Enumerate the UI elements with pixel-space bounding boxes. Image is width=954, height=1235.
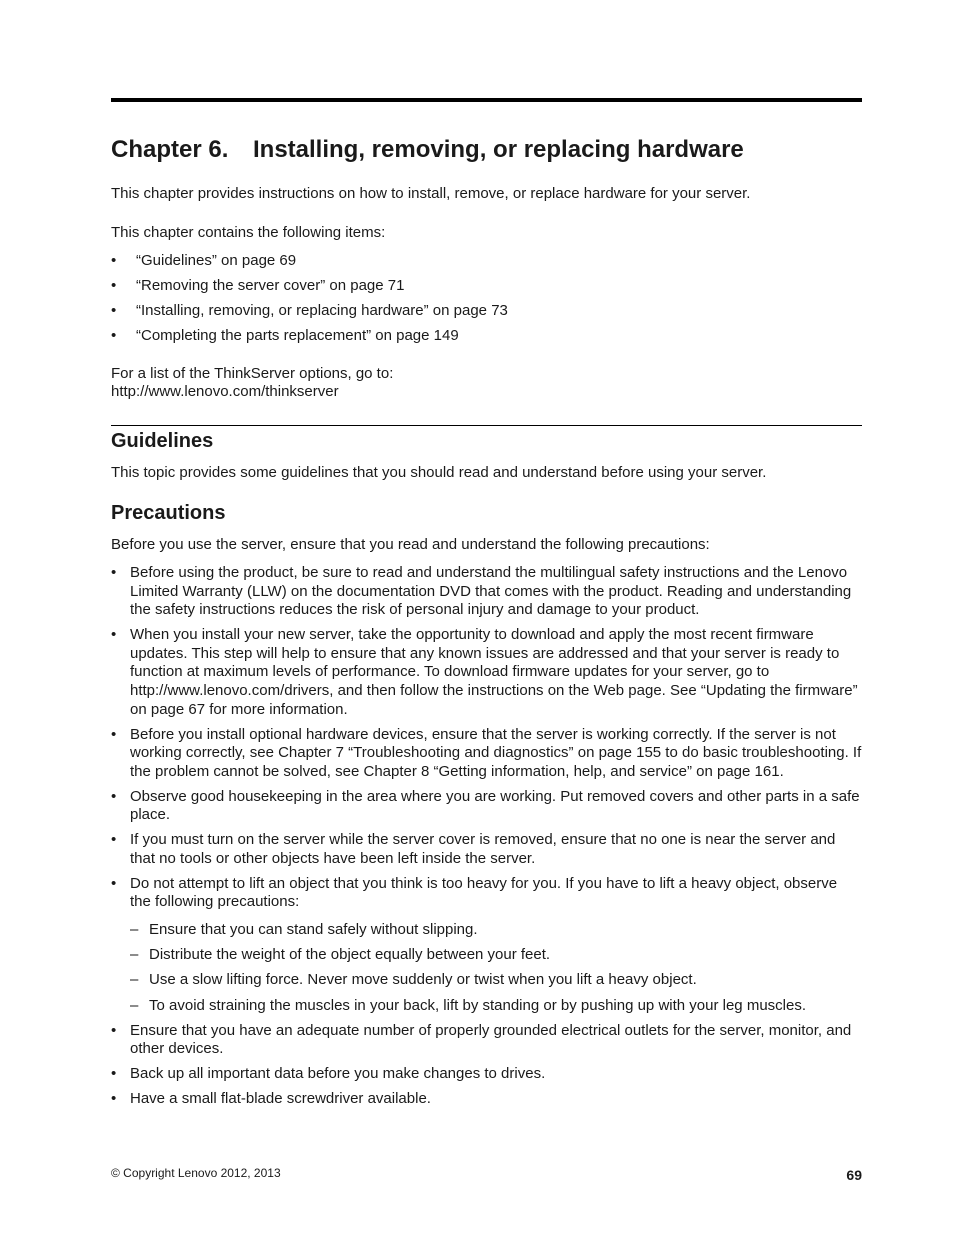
toc-item-completing-replacement[interactable]: • “Completing the parts replacement” on page 149: [111, 327, 862, 352]
lifting-item: – Use a slow lifting force. Never move suddenly or twist when you lift a heavy object.: [130, 971, 862, 990]
toc-item-guidelines[interactable]: • “Guidelines” on page 69: [111, 252, 862, 277]
precaution-item: • Back up all important data before you make changes to drives.: [111, 1065, 862, 1084]
precaution-item: • Ensure that you have an adequate number of properly grounded electrical outlets for the server, monitor, and other devices.: [111, 1022, 862, 1059]
precaution-item-lifting: [111, 875, 862, 1015]
lifting-item: – Distribute the weight of the object equally between your feet.: [130, 946, 862, 965]
chapter-top-rule: [111, 98, 862, 102]
guidelines-heading: Guidelines: [111, 430, 214, 452]
chapter-intro: This chapter provides instructions on how to install, remove, or replace hardware for your server.: [111, 185, 751, 202]
options-link[interactable]: http://www.lenovo.com/thinkserver: [111, 383, 339, 400]
precaution-lifting-text: Do not attempt to lift an object that you think is too heavy for you. If you have to lift a heavy object, observe the following precautions:: [130, 874, 838, 911]
options-text: For a list of the ThinkServer options, go to:: [111, 365, 394, 382]
lifting-item: – To avoid straining the muscles in your back, lift by standing or by pushing up with your leg muscles.: [130, 997, 862, 1016]
chapter-contains-label: This chapter contains the following items:: [111, 224, 386, 241]
precautions-intro: Before you use the server, ensure that you read and understand the following precautions:: [111, 536, 710, 553]
toc-item-removing-cover[interactable]: • “Removing the server cover” on page 71: [111, 277, 862, 302]
precaution-item: • Observe good housekeeping in the area where you are working. Put removed covers and other parts in a safe place.: [111, 788, 862, 825]
precaution-item: • Have a small flat-blade screwdriver available.: [111, 1090, 862, 1109]
chapter-number: Chapter 6.: [111, 136, 229, 163]
lifting-item: – Ensure that you can stand safely without slipping.: [130, 921, 862, 940]
section-rule: [111, 425, 862, 426]
precaution-item: • Before you install optional hardware devices, ensure that the server is working correctly. If the server is not working correctly, see Chapter 7 “Troubleshooting and diagnostics” on page 155 to do basic troubleshooting. If the problem cannot be solved, see Chapter 8 “Getting information, help, and service” on page 161.: [111, 726, 862, 782]
precaution-item: • When you install your new server, take the opportunity to download and apply the most recent firmware updates. This step will help to ensure that any known issues are addressed and that your server is ready to function at maximum levels of performance. To download firmware updates for your server, go to http://www.lenovo.com/drivers, and then follow the instructions on the Web page. See “Updating the firmware” on page 67 for more information.: [111, 626, 862, 719]
toc-item-installing-hardware[interactable]: • “Installing, removing, or replacing hardware” on page 73: [111, 302, 862, 327]
lifting-sublist: [130, 921, 862, 1015]
precaution-item: • If you must turn on the server while the server cover is removed, ensure that no one is near the server and that no tools or other objects have been left inside the server.: [111, 831, 862, 868]
precaution-item: • Before using the product, be sure to read and understand the multilingual safety instructions and the Lenovo Limited Warranty (LLW) on the documentation DVD that comes with the product. Reading and understanding the safety instructions reduces the risk of personal injury and damage to your product.: [111, 564, 862, 620]
chapter-title: [111, 134, 744, 166]
precautions-heading: Precautions: [111, 502, 226, 524]
document-page: [111, 0, 862, 1235]
footer-copyright: © Copyright Lenovo 2012, 2013: [111, 1166, 281, 1180]
page-number: 69: [846, 1167, 862, 1183]
precautions-list: [111, 564, 862, 1115]
chapter-toc-list: [111, 252, 862, 352]
guidelines-text: This topic provides some guidelines that you should read and understand before using your server.: [111, 464, 767, 481]
chapter-title-text: Installing, removing, or replacing hardware: [253, 136, 744, 163]
